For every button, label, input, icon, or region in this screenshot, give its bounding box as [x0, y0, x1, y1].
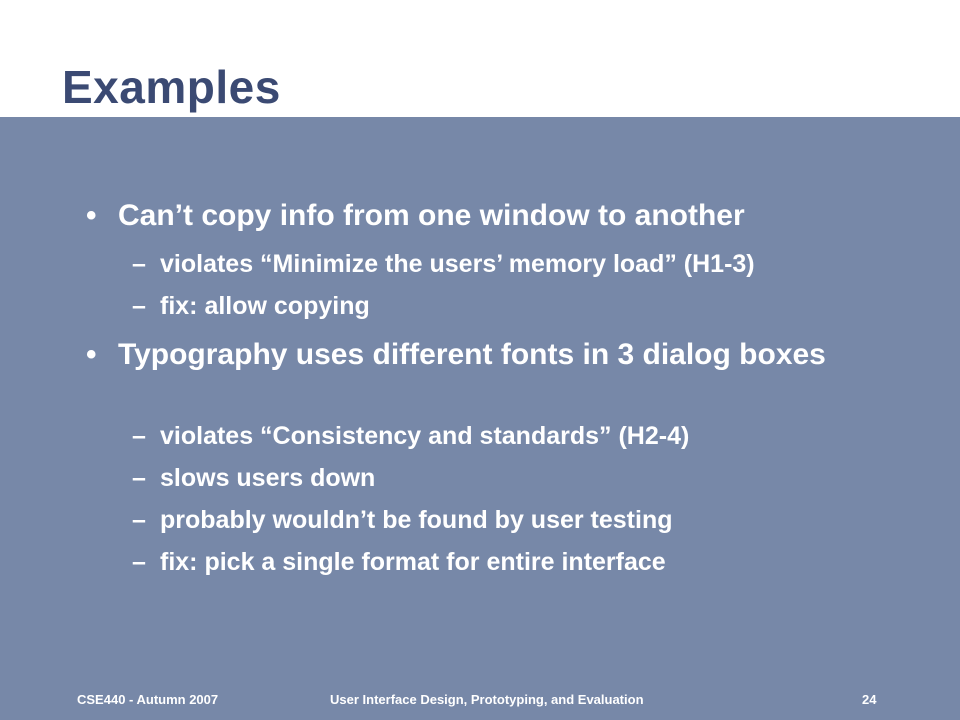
- sub-bullet-dash: –: [132, 422, 146, 450]
- bullet-marker: •: [86, 338, 97, 371]
- sub-bullet-dash: –: [132, 292, 146, 320]
- sub-bullet-text: violates “Consistency and standards” (H2-4): [160, 422, 690, 450]
- sub-bullet-text: fix: pick a single format for entire interface: [160, 548, 666, 576]
- footer-course-title: User Interface Design, Prototyping, and Evaluation: [330, 692, 644, 707]
- footer-course: CSE440 - Autumn 2007: [77, 692, 219, 707]
- footer-page-number: 24: [862, 692, 877, 707]
- bullet-marker: •: [86, 199, 97, 232]
- sub-bullet-text: violates “Minimize the users’ memory load” (H1-3): [160, 250, 755, 278]
- sub-bullet-text: fix: allow copying: [160, 292, 370, 320]
- sub-bullet-dash: –: [132, 506, 146, 534]
- sub-bullet-text: slows users down: [160, 464, 376, 492]
- bullet-text: Typography uses different fonts in 3 dialog boxes: [118, 338, 826, 371]
- bullet-text: Can’t copy info from one window to another: [118, 199, 745, 232]
- sub-bullet-text: probably wouldn’t be found by user testing: [160, 506, 673, 534]
- slide-title: Examples: [62, 61, 281, 113]
- sub-bullet-dash: –: [132, 250, 146, 278]
- sub-bullet-dash: –: [132, 548, 146, 576]
- sub-bullet-dash: –: [132, 464, 146, 492]
